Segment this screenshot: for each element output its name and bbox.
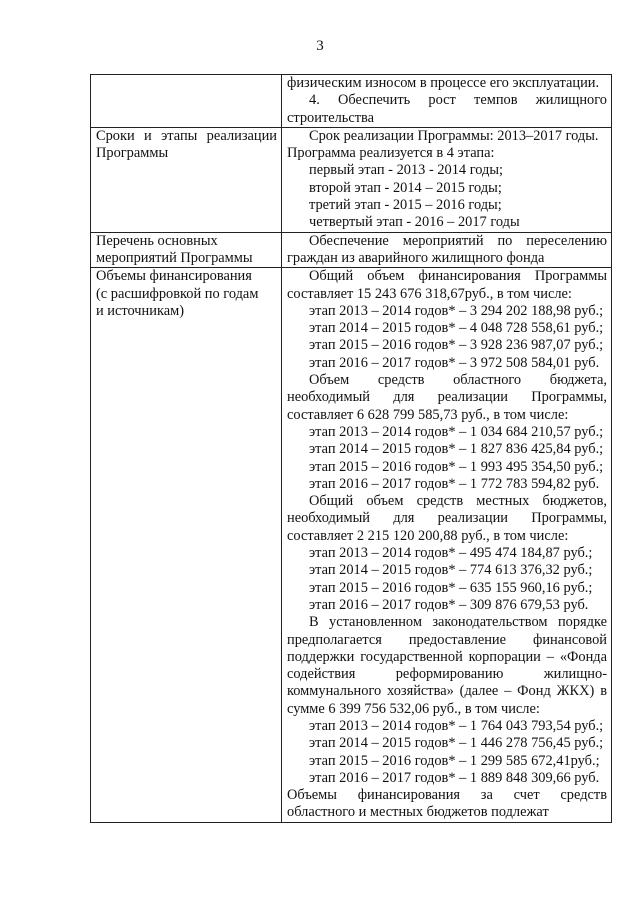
list-item: этап 2014 – 2015 годов* – 1 446 278 756,45 руб.; — [309, 735, 604, 752]
row-label: Объемы финансирования — [96, 268, 252, 285]
row-label: (с расшифровкой по годам — [96, 285, 259, 302]
row-label: мероприятий Программы — [96, 249, 253, 266]
paragraph: В установленном законодательством порядке предполагается предоставление финансовой поддержки государственной корпорации – «Фонда содействия реформированию жилищно-коммунального хозяйства» (далее – Фонд ЖКХ) в сумме 6 399 756 532,06 руб., в том числе: — [287, 614, 607, 717]
list-item: этап 2016 – 2017 годов* – 309 876 679,53 руб. — [309, 596, 589, 613]
list-item: этап 2013 – 2014 годов* – 1 764 043 793,54 руб.; — [309, 717, 604, 734]
paragraph: Общий объем финансирования Программы составляет 15 243 676 318,67руб., в том числе: — [287, 268, 607, 302]
paragraph: Объем средств областного бюджета, необходимый для реализации Программы, составляет 6 628 799 585,73 руб., в том числе: — [287, 372, 607, 423]
row-label-cell — [91, 127, 282, 232]
list-item: этап 2016 – 2017 годов* – 3 972 508 584,01 руб. — [309, 354, 600, 371]
row-label: и источникам) — [96, 302, 185, 319]
list-item: этап 2015 – 2016 годов* – 3 928 236 987,07 руб.; — [309, 337, 604, 354]
paragraph: Общий объем средств местных бюджетов, необходимый для реализации Программы, составляет 2 215 120 200,88 руб., в том числе: — [287, 493, 607, 544]
list-item: этап 2016 – 2017 годов* – 1 889 848 309,66 руб. — [309, 769, 600, 786]
list-item: этап 2013 – 2014 годов* – 3 294 202 188,98 руб.; — [309, 302, 604, 319]
list-item: этап 2014 – 2015 годов* – 4 048 728 558,61 руб.; — [309, 320, 604, 337]
table-row — [91, 127, 612, 232]
paragraph: физическим износом в процессе его эксплуатации. — [287, 75, 600, 91]
row-label: Перечень основных — [96, 232, 218, 249]
row-content-cell — [282, 268, 612, 823]
paragraph: Объемы финансирования за счет средств областного и местных бюджетов подлежат — [287, 787, 607, 821]
list-item: этап 2013 – 2014 годов* – 1 034 684 210,57 руб.; — [309, 423, 604, 440]
row-label: Сроки и этапы реализации Программы — [96, 127, 277, 162]
list-item: этап 2013 – 2014 годов* – 495 474 184,87 руб.; — [309, 545, 593, 562]
list-item: второй этап - 2014 – 2015 годы; — [309, 179, 502, 196]
list-item: четвертый этап - 2016 – 2017 годы — [309, 214, 520, 231]
paragraph: Программа реализуется в 4 этапа: — [287, 145, 495, 162]
list-item: этап 2015 – 2016 годов* – 635 155 960,16 руб.; — [309, 579, 593, 596]
list-item: этап 2014 – 2015 годов* – 774 613 376,32 руб.; — [309, 562, 593, 579]
list-item: этап 2015 – 2016 годов* – 1 299 585 672,41руб.; — [309, 752, 600, 769]
list-item: этап 2015 – 2016 годов* – 1 993 495 354,50 руб.; — [309, 458, 604, 475]
row-content-cell — [282, 127, 612, 232]
row-content-cell — [282, 232, 612, 268]
row-label-cell — [91, 268, 282, 823]
list-item: первый этап - 2013 - 2014 годы; — [309, 162, 504, 179]
list-item: этап 2016 – 2017 годов* – 1 772 783 594,82 руб. — [309, 475, 600, 492]
list-item: третий этап - 2015 – 2016 годы; — [309, 197, 502, 214]
row-content-cell — [282, 75, 612, 128]
paragraph: Срок реализации Программы: 2013–2017 годы. — [309, 127, 599, 144]
table-row — [91, 268, 612, 823]
page-number: 3 — [316, 38, 324, 54]
table-row — [91, 75, 612, 128]
row-label-cell — [91, 232, 282, 268]
row-label-cell — [91, 75, 282, 128]
paragraph: 4. Обеспечить рост темпов жилищного строительства — [287, 92, 607, 126]
paragraph: Обеспечение мероприятий по переселению граждан из аварийного жилищного фонда — [287, 232, 607, 266]
table-row — [91, 232, 612, 268]
program-passport-table — [90, 74, 612, 823]
list-item: этап 2014 – 2015 годов* – 1 827 836 425,84 руб.; — [309, 441, 604, 458]
